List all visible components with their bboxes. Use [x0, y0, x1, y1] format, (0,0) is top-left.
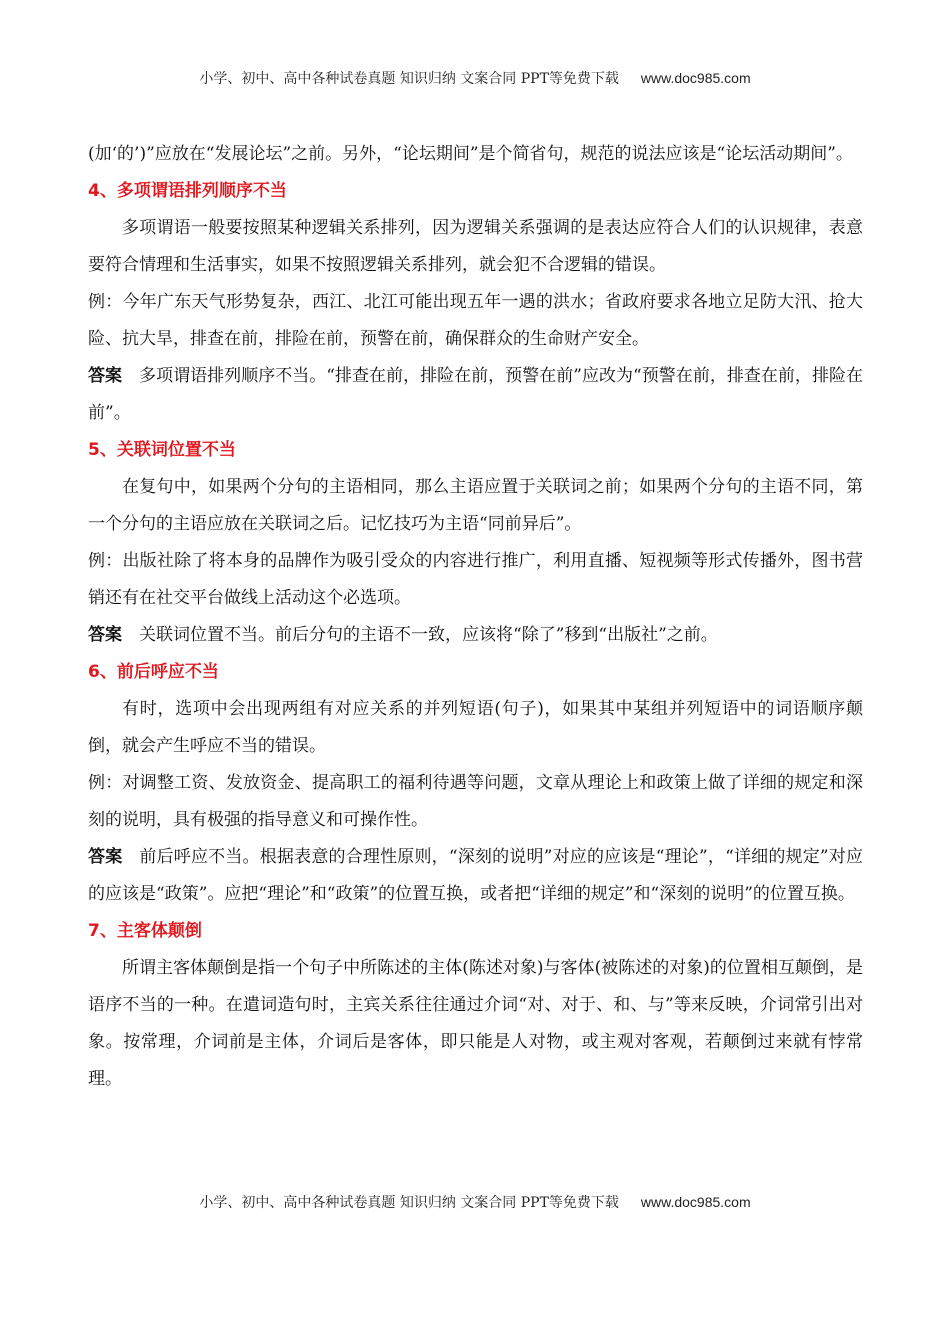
example-paragraph: 例：今年广东天气形势复杂，西江、北江可能出现五年一遇的洪水；省政府要求各地立足防大汛、抢大险、抗大旱，排查在前，排险在前，预警在前，确保群众的生命财产安全。: [88, 292, 863, 349]
answer-text: 关联词位置不当。前后分句的主语不一致，应该将“除了”移到“出版社”之前。: [139, 625, 718, 645]
section-heading: 4、多项谓语排列顺序不当: [88, 181, 287, 201]
answer-paragraph: [88, 617, 863, 654]
header-text: 小学、初中、高中各种试卷真题 知识归纳 文案合同 PPT等免费下载: [199, 71, 619, 87]
footer-text: 小学、初中、高中各种试卷真题 知识归纳 文案合同 PPT等免费下载: [199, 1195, 619, 1211]
section-body: 在复句中，如果两个分句的主语相同，那么主语应置于关联词之前；如果两个分句的主语不同，第一个分句的主语应放在关联词之后。记忆技巧为主语“同前异后”。: [88, 477, 863, 534]
page-footer: [0, 1192, 950, 1212]
answer-label: 答案: [88, 847, 123, 867]
answer-text: 前后呼应不当。根据表意的合理性原则，“深刻的说明”对应的应该是“理论”，“详细的规定”对应的应该是“政策”。应把“理论”和“政策”的位置互换，或者把“详细的规定”和“深刻的说明”的位置互换。: [88, 847, 863, 904]
answer-label: 答案: [88, 625, 122, 645]
intro-paragraph: (加‘的’)”应放在“发展论坛”之前。另外，“论坛期间”是个简省句，规范的说法应该是“论坛活动期间”。: [88, 144, 853, 164]
footer-url[interactable]: www.doc985.com: [640, 1194, 751, 1210]
answer-paragraph: [88, 839, 863, 913]
example-paragraph: 例：对调整工资、发放资金、提高职工的福利待遇等问题，文章从理论上和政策上做了详细的规定和深刻的说明，具有极强的指导意义和可操作性。: [88, 773, 863, 830]
section-body: 所谓主客体颠倒是指一个句子中所陈述的主体(陈述对象)与客体(被陈述的对象)的位置相互颠倒，是语序不当的一种。在遣词造句时，主宾关系往往通过介词“对、对于、和、与”等来反映，介词常引出对象。按常理，介词前是主体，介词后是客体，即只能是人对物，或主观对客观，若颠倒过来就有悖常理。: [88, 958, 863, 1089]
section-5: [88, 432, 863, 654]
section-7: [88, 913, 863, 1098]
section-6: [88, 654, 863, 913]
page-header: [0, 68, 950, 88]
section-body: 有时，选项中会出现两组有对应关系的并列短语(句子)，如果其中某组并列短语中的词语顺序颠倒，就会产生呼应不当的错误。: [88, 699, 863, 756]
answer-paragraph: [88, 358, 863, 432]
header-url[interactable]: www.doc985.com: [640, 70, 751, 86]
answer-label: 答案: [88, 366, 123, 386]
section-heading: 5、关联词位置不当: [88, 440, 236, 460]
section-heading: 7、主客体颠倒: [88, 921, 202, 941]
answer-text: 多项谓语排列顺序不当。“排查在前，排险在前，预警在前”应改为“预警在前，排查在前，排险在前”。: [88, 366, 863, 423]
section-heading: 6、前后呼应不当: [88, 662, 219, 682]
section-body: 多项谓语一般要按照某种逻辑关系排列，因为逻辑关系强调的是表达应符合人们的认识规律，表意要符合情理和生活事实，如果不按照逻辑关系排列，就会犯不合逻辑的错误。: [88, 218, 863, 275]
example-paragraph: 例：出版社除了将本身的品牌作为吸引受众的内容进行推广，利用直播、短视频等形式传播外，图书营销还有在社交平台做线上活动这个必选项。: [88, 551, 863, 608]
section-4: [88, 173, 863, 432]
document-body: [88, 136, 863, 1098]
